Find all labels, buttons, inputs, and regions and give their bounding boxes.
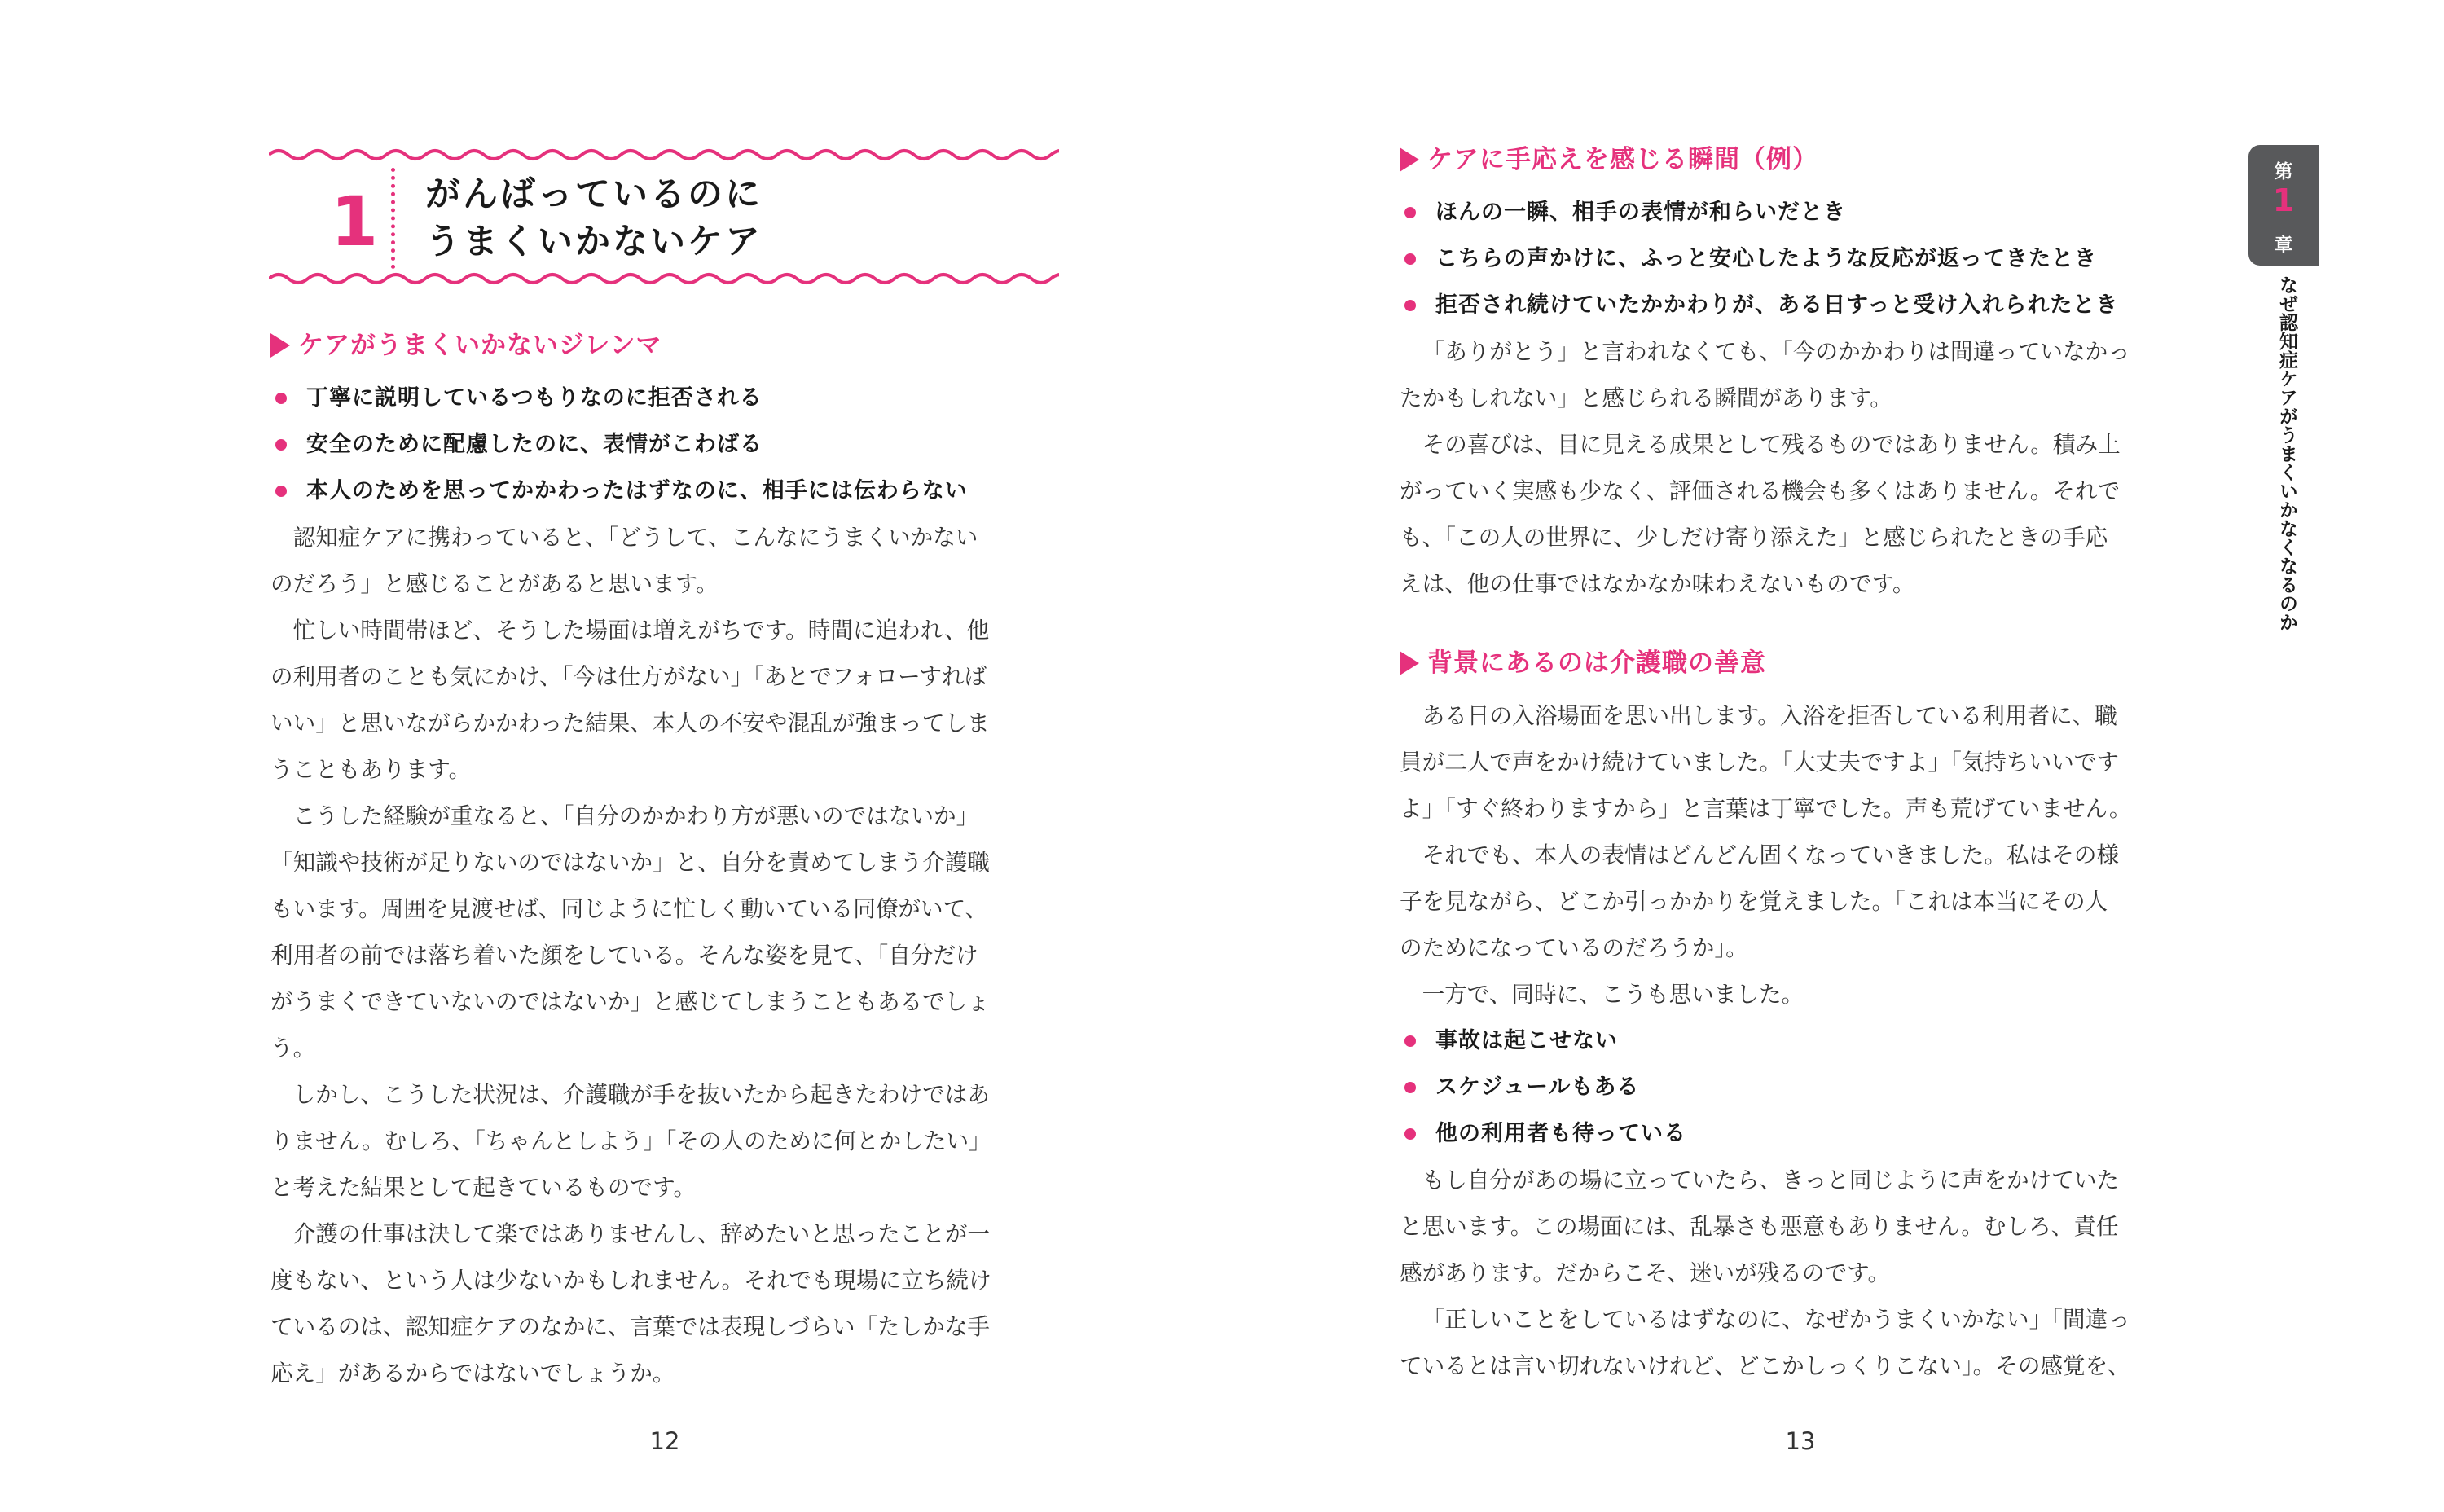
text-line: ているのは、認知症ケアのなかに、言葉では表現しづらい「たしかな手 xyxy=(270,1313,991,1340)
heading-divider xyxy=(391,168,395,269)
list-item xyxy=(270,421,1085,468)
list-item xyxy=(270,468,1085,514)
section-heading xyxy=(270,329,1085,362)
text-line: それでも、本人の表情はどんどん固くなっていきました。私はその様 xyxy=(1422,842,2120,868)
body-text xyxy=(1400,692,2247,1018)
triangle-marker-icon xyxy=(1400,147,1419,172)
section-heading xyxy=(1400,647,2247,679)
list-item-text: 拒否され続けていたかかわりが、ある日すっと受け入れられたとき xyxy=(1435,292,2119,318)
text-line: の利用者のことも気にかけ、「今は仕方がない」「あとでフォローすれば xyxy=(270,663,987,690)
text-line: 応え」があるからではないでしょうか。 xyxy=(270,1360,675,1387)
chapter-title-line2: うまくいかないケア xyxy=(425,222,763,262)
text-line: も、「この人の世界に、少しだけ寄り添えた」と感じられたときの手応 xyxy=(1400,524,2108,551)
text-line: しかし、こうした状況は、介護職が手を抜いたから起きたわけではあ xyxy=(292,1081,991,1108)
triangle-marker-icon xyxy=(1400,651,1419,675)
section-heading-text: ケアがうまくいかないジレンマ xyxy=(298,331,662,360)
section-heading-text: 背景にあるのは介護職の善意 xyxy=(1427,648,1766,678)
text-line: 子を見ながら、どこか引っかかりを覚えました。「これは本当にその人 xyxy=(1400,888,2108,915)
list-item-text: スケジュールもある xyxy=(1435,1075,1640,1100)
text-line: がっていく実感も少なく、評価される機会も多くはありません。それで xyxy=(1400,477,2121,504)
chapter-tab xyxy=(2248,145,2319,266)
list-item-text: 本人のためを思ってかかわったはずなのに、相手には伝わらない xyxy=(306,478,968,503)
text-line: ある日の入浴場面を思い出します。入浴を拒否している利用者に、職 xyxy=(1422,702,2117,729)
bullet-list xyxy=(1400,189,2247,328)
chapter-title-line1: がんばっているのに xyxy=(425,174,763,215)
list-item-text: ほんの一瞬、相手の表情が和らいだとき xyxy=(1435,200,1846,225)
chapter-tab-prefix: 第 xyxy=(2274,161,2293,182)
bullet-dot-icon xyxy=(275,486,287,497)
body-text xyxy=(1400,1157,2247,1389)
bullet-dot-icon xyxy=(275,393,287,404)
text-line: 利用者の前では落ち着いた顔をしている。そんな姿を見て、「自分だけ xyxy=(270,942,978,969)
text-line: 介護の仕事は決して楽ではありませんし、辞めたいと思ったことが一 xyxy=(292,1220,991,1247)
section-heading xyxy=(1400,143,2247,176)
text-line: 忙しい時間帯ほど、そうした場面は増えがちです。時間に追われ、他 xyxy=(292,617,990,644)
section-goodwill-background xyxy=(1400,647,2247,1389)
text-line: 「ありがとう」と言われなくても、「今のかかわりは間違っていなかっ xyxy=(1422,338,2130,365)
list-item xyxy=(1400,1110,2247,1157)
wavy-border-bottom xyxy=(269,270,1059,287)
text-line: と思います。この場面には、乱暴さも悪意もありません。むしろ、責任 xyxy=(1400,1213,2119,1240)
text-line: その喜びは、目に見える成果として残るものではありません。積み上 xyxy=(1422,431,2121,458)
bullet-list xyxy=(270,375,1085,514)
text-line: 感があります。だからこそ、迷いが残るのです。 xyxy=(1400,1259,1891,1286)
text-line: いい」と思いながらかかわった結果、本人の不安や混乱が強まってしま xyxy=(270,710,990,736)
list-item-text: 他の利用者も待っている xyxy=(1435,1121,1686,1146)
text-line: えは、他の仕事ではなかなか味わえないものです。 xyxy=(1400,570,1915,597)
list-item xyxy=(270,375,1085,421)
bullet-dot-icon xyxy=(1404,1035,1416,1047)
section-response-moments xyxy=(1400,143,2247,607)
page-number: 13 xyxy=(1785,1427,1816,1455)
bullet-dot-icon xyxy=(1404,253,1416,265)
list-item xyxy=(1400,189,2247,235)
chapter-title xyxy=(425,171,763,266)
chapter-number: 1 xyxy=(330,182,379,262)
text-line: 認知症ケアに携わっていると、「どうして、こんなにうまくいかない xyxy=(292,524,978,551)
bullet-dot-icon xyxy=(1404,1128,1416,1140)
text-line: と考えた結果として起きているものです。 xyxy=(270,1174,697,1201)
list-item xyxy=(1400,235,2247,282)
text-line: 「正しいことをしているはずなのに、なぜかうまくいかない」「間違っ xyxy=(1422,1306,2130,1333)
chapter-tab-suffix: 章 xyxy=(2274,235,2293,256)
text-line: うこともあります。 xyxy=(270,756,472,783)
text-line: ているとは言い切れないけれど、どこかしっくりこない」。その感覚を、 xyxy=(1400,1352,2130,1379)
running-chapter-title: なぜ認知症ケアがうまくいかなくなるのか xyxy=(2276,275,2297,631)
list-item xyxy=(1400,1064,2247,1110)
text-line: う。 xyxy=(270,1035,316,1061)
bullet-dot-icon xyxy=(1404,300,1416,311)
text-line: 員が二人で声をかけ続けていました。「大丈夫ですよ」「気持ちいいです xyxy=(1400,749,2119,776)
text-line: 度もない、という人は少ないかもしれません。それでも現場に立ち続け xyxy=(270,1267,991,1294)
text-line: よ」「すぐ終わりますから」と言葉は丁寧でした。声も荒げていません。 xyxy=(1400,795,2132,822)
text-line: りません。むしろ、「ちゃんとしよう」「その人のために何とかしたい」 xyxy=(270,1127,991,1154)
bullet-dot-icon xyxy=(1404,1082,1416,1093)
text-line: がうまくできていないのではないか」と感じてしまうこともあるでしょ xyxy=(270,988,990,1015)
bullet-dot-icon xyxy=(275,439,287,451)
text-line: もいます。周囲を見渡せば、同じように忙しく動いている同僚がいて、 xyxy=(270,895,988,922)
body-text xyxy=(270,514,1085,1396)
list-item-text: 安全のために配慮したのに、表情がこわばる xyxy=(306,432,763,457)
list-item-text: 丁寧に説明しているつもりなのに拒否される xyxy=(306,385,763,411)
list-item xyxy=(1400,282,2247,328)
section-dilemma xyxy=(270,329,1085,1396)
list-item-text: 事故は起こせない xyxy=(1435,1028,1618,1053)
text-line: のためになっているのだろうか」。 xyxy=(1400,934,1748,961)
bullet-list xyxy=(1400,1018,2247,1157)
page-number: 12 xyxy=(649,1427,680,1455)
text-line: こうした経験が重なると、「自分のかかわり方が悪いのではないか」 xyxy=(292,802,979,829)
chapter-heading xyxy=(269,147,1059,287)
chapter-tab-number: 1 xyxy=(2272,182,2295,218)
text-line: もし自分があの場に立っていたら、きっと同じように声をかけていた xyxy=(1422,1167,2120,1193)
wavy-border-top xyxy=(269,147,1059,163)
list-item xyxy=(1400,1018,2247,1064)
text-line: のだろう」と感じることがあると思います。 xyxy=(270,570,719,597)
text-line: たかもしれない」と感じられる瞬間があります。 xyxy=(1400,385,1892,411)
body-text xyxy=(1400,328,2247,607)
list-item-text: こちらの声かけに、ふっと安心したような反応が返ってきたとき xyxy=(1435,246,2097,271)
text-line: 「知識や技術が足りないのではないか」と、自分を責めてしまう介護職 xyxy=(270,849,991,876)
section-heading-text: ケアに手応えを感じる瞬間（例） xyxy=(1427,145,1818,174)
text-line: 一方で、同時に、こうも思いました。 xyxy=(1422,981,1804,1008)
bullet-dot-icon xyxy=(1404,207,1416,218)
triangle-marker-icon xyxy=(270,333,290,358)
